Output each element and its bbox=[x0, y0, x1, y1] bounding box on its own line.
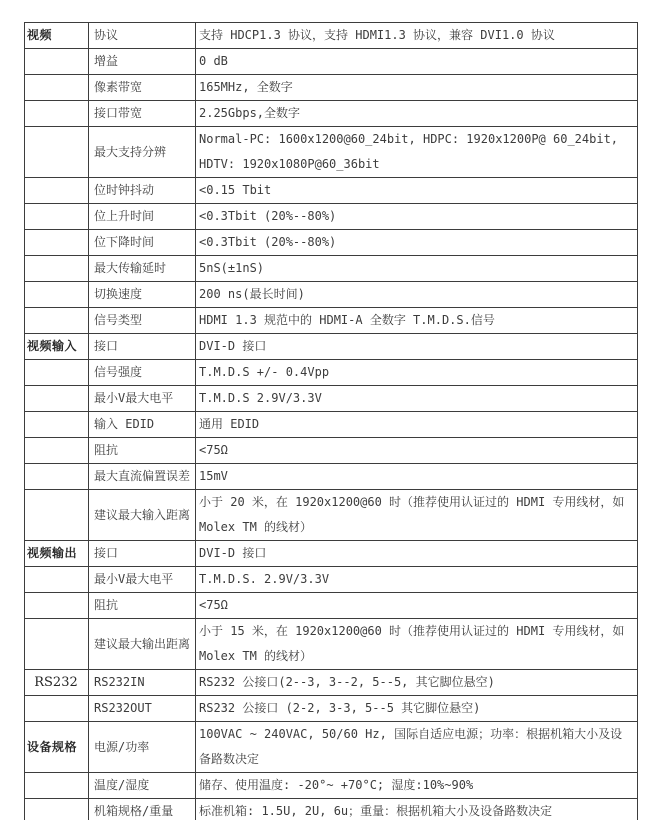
table-row bbox=[25, 49, 638, 75]
parameter-cell: 协议 bbox=[89, 23, 196, 49]
value-cell: 15mV bbox=[196, 464, 638, 490]
value-cell: 165MHz, 全数字 bbox=[196, 75, 638, 101]
parameter-cell: 阻抗 bbox=[89, 438, 196, 464]
table-row bbox=[25, 464, 638, 490]
category-cell bbox=[25, 308, 89, 334]
value-cell: 0 dB bbox=[196, 49, 638, 75]
category-cell bbox=[25, 438, 89, 464]
parameter-cell: 最大直流偏置误差 bbox=[89, 464, 196, 490]
category-cell bbox=[25, 412, 89, 438]
category-cell bbox=[25, 567, 89, 593]
value-cell: <75Ω bbox=[196, 593, 638, 619]
table-row bbox=[25, 670, 638, 696]
table-row bbox=[25, 412, 638, 438]
category-cell bbox=[25, 360, 89, 386]
category-cell bbox=[25, 773, 89, 799]
parameter-cell: 接口带宽 bbox=[89, 101, 196, 127]
category-cell bbox=[25, 204, 89, 230]
category-cell: RS232 bbox=[25, 670, 89, 696]
parameter-cell: 信号类型 bbox=[89, 308, 196, 334]
category-cell bbox=[25, 799, 89, 820]
parameter-cell: 温度/湿度 bbox=[89, 773, 196, 799]
category-cell bbox=[25, 696, 89, 722]
table-row bbox=[25, 490, 638, 541]
value-cell: 储存、使用温度: -20°~ +70°C; 湿度:10%~90% bbox=[196, 773, 638, 799]
category-cell: 视频输入 bbox=[25, 334, 89, 360]
table-row bbox=[25, 773, 638, 799]
category-cell bbox=[25, 593, 89, 619]
category-cell bbox=[25, 256, 89, 282]
value-cell: <0.15 Tbit bbox=[196, 178, 638, 204]
parameter-cell: 增益 bbox=[89, 49, 196, 75]
parameter-cell: 最大支持分辨 bbox=[89, 127, 196, 178]
value-cell: DVI-D 接口 bbox=[196, 541, 638, 567]
value-cell: 小于 15 米，在 1920x1200@60 时（推荐使用认证过的 HDMI 专用线材，如 Molex TM 的线材） bbox=[196, 619, 638, 670]
table-row bbox=[25, 178, 638, 204]
parameter-cell: 建议最大输出距离 bbox=[89, 619, 196, 670]
value-cell: HDMI 1.3 规范中的 HDMI-A 全数字 T.M.D.S.信号 bbox=[196, 308, 638, 334]
parameter-cell: RS232OUT bbox=[89, 696, 196, 722]
table-row bbox=[25, 386, 638, 412]
table-row bbox=[25, 696, 638, 722]
value-cell: <75Ω bbox=[196, 438, 638, 464]
table-row bbox=[25, 360, 638, 386]
value-cell: Normal-PC: 1600x1200@60_24bit, HDPC: 1920x1200P@ 60_24bit, HDTV: 1920x1080P@60_36bit bbox=[196, 127, 638, 178]
table-row bbox=[25, 799, 638, 820]
parameter-cell: 位时钟抖动 bbox=[89, 178, 196, 204]
parameter-cell: 输入 EDID bbox=[89, 412, 196, 438]
value-cell: 200 ns(最长时间) bbox=[196, 282, 638, 308]
parameter-cell: 最大传输延时 bbox=[89, 256, 196, 282]
value-cell: <0.3Tbit (20%--80%) bbox=[196, 204, 638, 230]
value-cell: 通用 EDID bbox=[196, 412, 638, 438]
category-cell bbox=[25, 464, 89, 490]
value-cell: DVI-D 接口 bbox=[196, 334, 638, 360]
category-cell: 视频 bbox=[25, 23, 89, 49]
category-cell bbox=[25, 619, 89, 670]
category-cell bbox=[25, 49, 89, 75]
value-cell: RS232 公接口 (2-2, 3-3, 5--5 其它脚位悬空) bbox=[196, 696, 638, 722]
table-row bbox=[25, 23, 638, 49]
parameter-cell: 电源/功率 bbox=[89, 722, 196, 773]
category-cell bbox=[25, 127, 89, 178]
video-spec-table bbox=[24, 22, 638, 820]
table-row bbox=[25, 204, 638, 230]
parameter-cell: 接口 bbox=[89, 541, 196, 567]
value-cell: 标准机箱: 1.5U, 2U, 6u；重量：根据机箱大小及设备路数决定 bbox=[196, 799, 638, 820]
table-row bbox=[25, 541, 638, 567]
table-row bbox=[25, 256, 638, 282]
category-cell: 视频输出 bbox=[25, 541, 89, 567]
table-row bbox=[25, 230, 638, 256]
table-row bbox=[25, 593, 638, 619]
value-cell: <0.3Tbit (20%--80%) bbox=[196, 230, 638, 256]
spec-table-body bbox=[25, 23, 638, 820]
table-row bbox=[25, 438, 638, 464]
parameter-cell: 信号强度 bbox=[89, 360, 196, 386]
table-row bbox=[25, 334, 638, 360]
parameter-cell: 接口 bbox=[89, 334, 196, 360]
value-cell: 支持 HDCP1.3 协议，支持 HDMI1.3 协议，兼容 DVI1.0 协议 bbox=[196, 23, 638, 49]
parameter-cell: 机箱规格/重量 bbox=[89, 799, 196, 820]
parameter-cell: 切换速度 bbox=[89, 282, 196, 308]
category-cell bbox=[25, 490, 89, 541]
parameter-cell: 建议最大输入距离 bbox=[89, 490, 196, 541]
category-cell: 设备规格 bbox=[25, 722, 89, 773]
value-cell: T.M.D.S 2.9V/3.3V bbox=[196, 386, 638, 412]
value-cell: T.M.D.S +/- 0.4Vpp bbox=[196, 360, 638, 386]
category-cell bbox=[25, 230, 89, 256]
value-cell: 100VAC ~ 240VAC, 50/60 Hz, 国际自适应电源；功率：根据机箱大小及设备路数决定 bbox=[196, 722, 638, 773]
table-row bbox=[25, 308, 638, 334]
parameter-cell: 像素带宽 bbox=[89, 75, 196, 101]
category-cell bbox=[25, 75, 89, 101]
parameter-cell: RS232IN bbox=[89, 670, 196, 696]
parameter-cell: 位下降时间 bbox=[89, 230, 196, 256]
value-cell: 5nS(±1nS) bbox=[196, 256, 638, 282]
parameter-cell: 位上升时间 bbox=[89, 204, 196, 230]
category-cell bbox=[25, 386, 89, 412]
parameter-cell: 最小V最大电平 bbox=[89, 386, 196, 412]
category-cell bbox=[25, 282, 89, 308]
parameter-cell: 最小V最大电平 bbox=[89, 567, 196, 593]
value-cell: 小于 20 米，在 1920x1200@60 时（推荐使用认证过的 HDMI 专用线材，如 Molex TM 的线材） bbox=[196, 490, 638, 541]
table-row bbox=[25, 101, 638, 127]
category-cell bbox=[25, 101, 89, 127]
value-cell: RS232 公接口(2--3, 3--2, 5--5, 其它脚位悬空) bbox=[196, 670, 638, 696]
table-row bbox=[25, 127, 638, 178]
value-cell: T.M.D.S. 2.9V/3.3V bbox=[196, 567, 638, 593]
value-cell: 2.25Gbps,全数字 bbox=[196, 101, 638, 127]
table-row bbox=[25, 619, 638, 670]
category-cell bbox=[25, 178, 89, 204]
table-row bbox=[25, 75, 638, 101]
table-row bbox=[25, 282, 638, 308]
parameter-cell: 阻抗 bbox=[89, 593, 196, 619]
table-row bbox=[25, 722, 638, 773]
table-row bbox=[25, 567, 638, 593]
